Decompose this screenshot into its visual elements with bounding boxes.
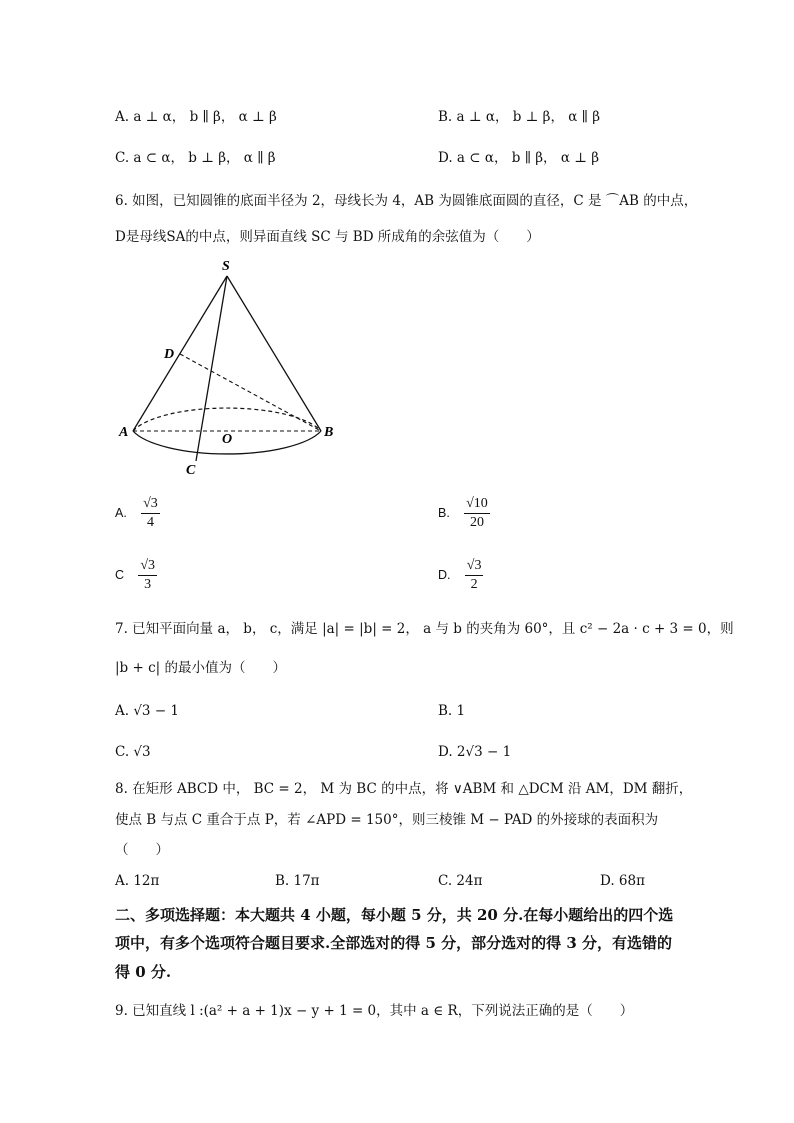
q7-stem-line1: 7. 已知平面向量 a， b， c，满足 |a| = |b| = 2， a 与 b 的夹角为 60°，且 c² − 2a · c + 3 = 0，则 <box>115 621 734 637</box>
q6-option-c-fraction <box>138 557 157 594</box>
label-b: B <box>324 425 334 440</box>
q8-option-a: A. 12π <box>115 873 160 889</box>
q5-option-b: B. a ⊥ α， b ⊥ β， α ∥ β <box>438 109 600 125</box>
q6-option-d-num: √3 <box>465 557 484 576</box>
q6-option-a-den: 4 <box>146 515 154 530</box>
label-a: A <box>119 425 129 440</box>
q8-option-b: B. 17π <box>275 873 320 889</box>
q6-option-d-den: 2 <box>470 577 478 592</box>
q8-stem-line3: （ ） <box>115 842 169 858</box>
q5-option-c: C. a ⊂ α， b ⊥ β， α ∥ β <box>115 150 276 166</box>
q6-option-a-fraction <box>141 495 160 532</box>
q5-option-d: D. a ⊂ α， b ∥ β， α ⊥ β <box>438 150 600 166</box>
q6-option-c-label: C <box>115 568 125 582</box>
q6-option-c <box>115 556 157 594</box>
q6-stem-line1: 6. 如图，已知圆锥的底面半径为 2，母线长为 4，AB 为圆锥底面圆的直径，C 是 ⌒AB 的中点， <box>115 193 698 209</box>
q6-option-b-label: B. <box>438 506 450 520</box>
q6-option-d-fraction <box>465 557 484 594</box>
q9-stem-line1: 9. 已知直线 l :(a² + a + 1)x − y + 1 = 0，其中 a ∈ R，下列说法正确的是（ ） <box>115 1003 634 1019</box>
q8-option-d: D. 68π <box>600 873 645 889</box>
cone-base-back-arc <box>133 408 321 431</box>
q7-option-c: C. √3 <box>115 744 151 760</box>
q6-option-a-num: √3 <box>141 495 160 514</box>
generatrix-sa <box>133 276 227 431</box>
label-o: O <box>222 432 233 447</box>
q6-option-d-label: D. <box>438 568 451 582</box>
section2-heading-line3: 得 0 分. <box>115 963 172 981</box>
q8-option-c: C. 24π <box>438 873 483 889</box>
q6-option-a-label: A. <box>115 506 127 520</box>
q6-option-d <box>438 556 483 594</box>
q5-option-a: A. a ⊥ α， b ∥ β， α ⊥ β <box>115 109 277 125</box>
q6-option-b-fraction <box>464 495 490 532</box>
label-c: C <box>186 463 196 478</box>
q6-option-b-num: √10 <box>464 495 490 514</box>
section2-heading-line1: 二、多项选择题：本大题共 4 小题，每小题 5 分，共 20 分.在每小题给出的四个选 <box>115 906 674 924</box>
generatrix-sb <box>227 276 321 431</box>
q7-option-b: B. 1 <box>438 703 466 719</box>
q6-option-c-den: 3 <box>144 577 152 592</box>
cone-figure <box>110 252 350 482</box>
label-d: D <box>164 347 175 362</box>
segment-bd <box>180 354 321 431</box>
q6-option-c-num: √3 <box>138 557 157 576</box>
q6-option-b <box>438 494 490 532</box>
label-s: S <box>222 259 230 274</box>
q7-option-a: A. √3 − 1 <box>115 703 180 719</box>
q8-stem-line2: 使点 B 与点 C 重合于点 P，若 ∠APD = 150°，则三棱锥 M − PAD 的外接球的表面积为 <box>115 812 659 828</box>
q8-stem-line1: 8. 在矩形 ABCD 中， BC = 2， M 为 BC 的中点，将 ∨ABM 和 △DCM 沿 AM，DM 翻折， <box>115 781 693 797</box>
q6-stem-line2: D是母线SA的中点，则异面直线 SC 与 BD 所成角的余弦值为（ ） <box>115 229 540 245</box>
q6-option-a <box>115 494 160 532</box>
q6-option-b-den: 20 <box>469 515 484 530</box>
q7-stem-line2: |b + c| 的最小值为（ ） <box>115 660 286 676</box>
q7-option-d: D. 2√3 − 1 <box>438 744 512 760</box>
section2-heading-line2: 项中，有多个选项符合题目要求.全部选对的得 5 分，部分选对的得 3 分，有选错的 <box>115 934 672 952</box>
